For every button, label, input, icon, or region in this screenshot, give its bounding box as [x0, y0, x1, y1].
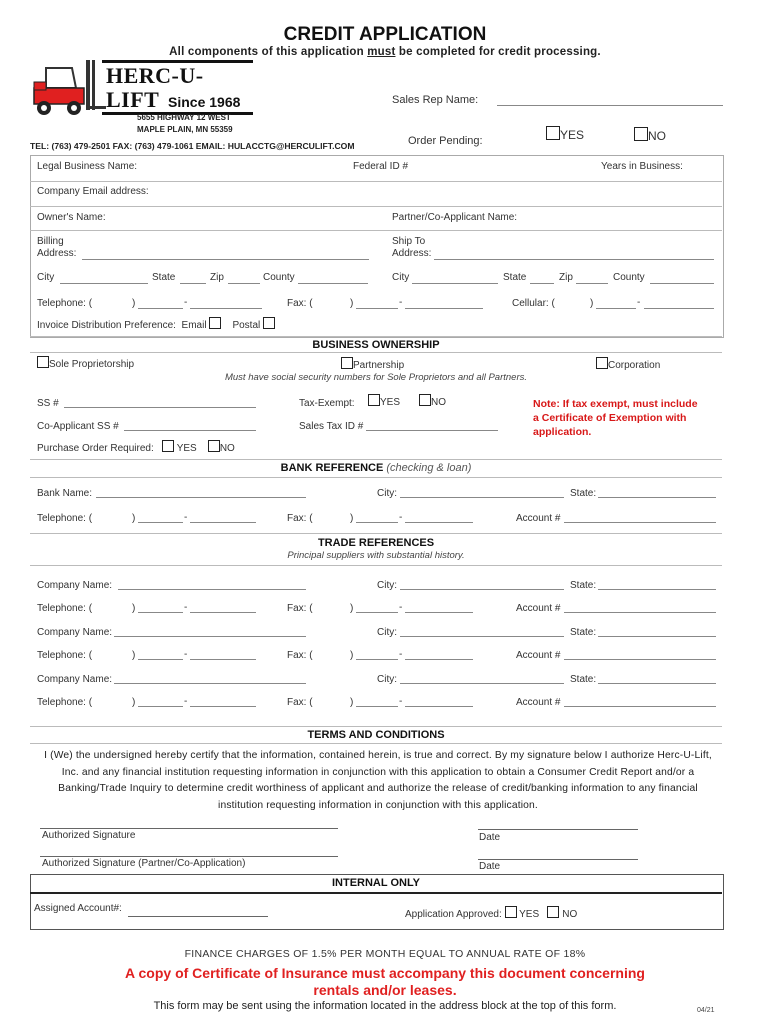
- trade1-fax-field-b[interactable]: [405, 612, 473, 613]
- ship-address-label: [392, 236, 431, 260]
- ss-label: SS #: [37, 398, 59, 409]
- trade3-account-field[interactable]: [564, 706, 716, 707]
- insurance-notice: [0, 965, 770, 999]
- app-approved-no-checkbox[interactable]: [547, 906, 559, 918]
- terms-body: I (We) the undersigned hereby certify that the information, contained herein, is true and correct. By my signature below I authorize Herc-U-Lift, Inc. and any financial institution requesting information in conjunction with this application to obtain a Consumer Credit Report and/or a Banking/Trade Inquiry to determine credit worthiness of applicant and authorize the release of credit/banking information to any financial institution requesting information in conjunction with this application.: [44, 750, 712, 811]
- trade3-fax-paren: ): [350, 697, 354, 708]
- company-email-label: Company Email address:: [37, 186, 149, 197]
- trade1-city-label: City:: [377, 580, 397, 591]
- bank-telephone-field-b[interactable]: [190, 522, 256, 523]
- sales-rep-label: Sales Rep Name:: [392, 94, 479, 106]
- trade2-telephone-field-a[interactable]: [138, 659, 183, 660]
- company-logo: [28, 58, 253, 120]
- ship-county-field[interactable]: [650, 283, 714, 284]
- bank-state-field[interactable]: [598, 497, 716, 498]
- invoice-postal-label: Postal: [232, 320, 261, 331]
- date-field-2[interactable]: [478, 859, 638, 860]
- billing-city-field[interactable]: [60, 283, 148, 284]
- assigned-account-field[interactable]: [128, 916, 268, 917]
- billing-city-label: City: [37, 272, 55, 283]
- trade2-telephone-field-b[interactable]: [190, 659, 256, 660]
- send-instructions: This form may be sent using the information located in the address block at the top of this form.: [153, 1000, 617, 1012]
- invoice-preference: [37, 317, 275, 331]
- finance-charges: FINANCE CHARGES OF 1.5% PER MONTH EQUAL TO ANNUAL RATE OF 18%: [184, 948, 586, 960]
- trade3-company-field[interactable]: [114, 683, 306, 684]
- order-pending-label: Order Pending:: [408, 135, 483, 147]
- cellular-dash: -: [637, 297, 641, 308]
- corporation-label: Corporation: [608, 360, 661, 371]
- date-label-2: Date: [479, 861, 501, 872]
- co-ss-field[interactable]: [124, 430, 256, 431]
- po-yes-label: YES: [176, 443, 197, 454]
- trade2-company-field[interactable]: [114, 636, 306, 637]
- bank-fax-dash: -: [399, 512, 403, 523]
- ship-city-field[interactable]: [412, 283, 498, 284]
- telephone-field-a[interactable]: [138, 308, 183, 309]
- logo-since: Since 1968: [168, 94, 241, 110]
- ship-county-label: County: [613, 272, 645, 283]
- legal-name-label: Legal Business Name:: [37, 161, 138, 172]
- trade2-state-field[interactable]: [598, 636, 716, 637]
- po-yes-checkbox[interactable]: [162, 440, 174, 452]
- trade2-fax-label: Fax: (: [287, 650, 313, 661]
- bank-account-label: Account #: [516, 513, 561, 524]
- bank-name-label: Bank Name:: [37, 488, 93, 499]
- sales-tax-field[interactable]: [366, 430, 498, 431]
- cellular-field-a[interactable]: [596, 308, 636, 309]
- tax-exempt-yes-checkbox[interactable]: [368, 394, 380, 406]
- billing-address-field[interactable]: [82, 259, 369, 260]
- date-field-1[interactable]: [478, 829, 638, 830]
- bank-city-field[interactable]: [400, 497, 564, 498]
- po-no-label: NO: [219, 443, 235, 454]
- telephone-dash: -: [184, 297, 188, 308]
- corporation-option[interactable]: [596, 357, 660, 371]
- fax-field-a[interactable]: [356, 308, 398, 309]
- app-approved-yes-checkbox[interactable]: [505, 906, 517, 918]
- billing-address-label: [37, 236, 76, 260]
- ship-label-2: Address:: [392, 248, 432, 259]
- bank-tel-paren: ): [132, 513, 136, 524]
- company-contact: TEL: (763) 479-2501 FAX: (763) 479-1061 EMAIL: HULACCTG@HERCULIFT.COM: [30, 141, 355, 151]
- invoice-email-label: Email: [181, 320, 207, 331]
- ship-city-label: City: [392, 272, 410, 283]
- page-subtitle: [0, 46, 770, 58]
- billing-label-2: Address:: [37, 248, 77, 259]
- bank-state-label: State:: [570, 488, 597, 499]
- billing-zip-label: Zip: [210, 272, 224, 283]
- trade3-city-field[interactable]: [400, 683, 564, 684]
- bank-heading: [30, 462, 722, 474]
- trade1-company-label: Company Name:: [37, 580, 113, 591]
- telephone-field-b[interactable]: [190, 308, 262, 309]
- bank-name-field[interactable]: [96, 497, 306, 498]
- cellular-paren: ): [590, 298, 594, 309]
- billing-zip-field[interactable]: [228, 283, 260, 284]
- trade3-telephone-field-a[interactable]: [138, 706, 183, 707]
- po-required-label: Purchase Order Required:: [37, 443, 154, 454]
- bank-telephone-field-a[interactable]: [138, 522, 183, 523]
- trade2-state-label: State:: [570, 627, 597, 638]
- ship-address-field[interactable]: [434, 259, 714, 260]
- trade2-telephone-label: Telephone: (: [37, 650, 93, 661]
- bank-telephone-label: Telephone: (: [37, 513, 93, 524]
- order-pending-no-checkbox[interactable]: [634, 127, 648, 141]
- app-approved-no-label: NO: [562, 909, 578, 920]
- fax-field-b[interactable]: [405, 308, 483, 309]
- trade3-tel-paren: ): [132, 697, 136, 708]
- cellular-field-b[interactable]: [644, 308, 714, 309]
- invoice-email-checkbox[interactable]: [209, 317, 221, 329]
- fax-label: Fax: (: [287, 298, 313, 309]
- address-line-2: MAPLE PLAIN, MN 55359: [137, 125, 233, 134]
- tax-exempt-note: Note: If tax exempt, must include a Certificate of Exemption with application.: [533, 398, 698, 438]
- ssn-note: Must have social security numbers for Sole Proprietors and all Partners.: [224, 372, 528, 383]
- invoice-label: Invoice Distribution Preference:: [37, 320, 176, 331]
- trade1-company-field[interactable]: [118, 589, 306, 590]
- trade2-city-field[interactable]: [400, 636, 564, 637]
- bank-fax-label: Fax: (: [287, 513, 313, 524]
- trade1-state-label: State:: [570, 580, 597, 591]
- trade1-state-field[interactable]: [598, 589, 716, 590]
- trade3-fax-dash: -: [399, 696, 403, 707]
- co-ss-label: Co-Applicant SS #: [37, 421, 119, 432]
- trade1-telephone-field-a[interactable]: [138, 612, 183, 613]
- trade1-telephone-label: Telephone: (: [37, 603, 93, 614]
- federal-id-label: Federal ID #: [353, 161, 409, 172]
- invoice-postal-checkbox[interactable]: [263, 317, 275, 329]
- trade2-fax-field-a[interactable]: [356, 659, 398, 660]
- date-label-1: Date: [479, 832, 501, 843]
- trade2-company-label: Company Name:: [37, 627, 113, 638]
- address-line-1: 5655 HIGHWAY 12 WEST: [137, 113, 231, 122]
- signature-label: Authorized Signature: [42, 830, 136, 841]
- trade3-company-label: Company Name:: [37, 674, 113, 685]
- bank-fax-paren: ): [350, 513, 354, 524]
- logo-wordmark: HERC-U-LIFT: [102, 60, 253, 115]
- ship-state-label: State: [503, 272, 527, 283]
- trade2-fax-paren: ): [350, 650, 354, 661]
- trade3-account-label: Account #: [516, 697, 561, 708]
- billing-county-label: County: [263, 272, 295, 283]
- sole-prop-option[interactable]: [37, 356, 134, 370]
- trade1-fax-field-a[interactable]: [356, 612, 398, 613]
- tax-exempt-yes-label: YES: [380, 397, 401, 408]
- form-version: 04/21: [697, 1007, 715, 1014]
- insurance-line-1: A copy of Certificate of Insurance must accompany this document concerning: [125, 965, 645, 981]
- trade3-fax-label: Fax: (: [287, 697, 313, 708]
- page-title: CREDIT APPLICATION: [283, 24, 487, 45]
- sales-tax-label: Sales Tax ID #: [299, 421, 364, 432]
- trade1-account-label: Account #: [516, 603, 561, 614]
- telephone-label: Telephone: (: [37, 298, 93, 309]
- billing-label-1: Billing: [37, 236, 64, 247]
- bank-heading-title: BANK REFERENCE: [280, 462, 384, 474]
- applicant-box: [30, 155, 724, 338]
- trade3-tel-dash: -: [184, 696, 188, 707]
- insurance-line-2: rentals and/or leases.: [313, 982, 457, 998]
- bank-heading-note: (checking & loan): [386, 462, 472, 474]
- bank-fax-field-b[interactable]: [405, 522, 473, 523]
- tax-exempt-no[interactable]: [419, 394, 446, 408]
- trade1-city-field[interactable]: [400, 589, 564, 590]
- app-approved-yes-label: YES: [519, 909, 540, 920]
- cellular-label: Cellular: (: [512, 298, 555, 309]
- trade1-tel-dash: -: [184, 602, 188, 613]
- ship-label-1: Ship To: [392, 236, 426, 247]
- assigned-account-label: Assigned Account#:: [34, 903, 122, 914]
- tax-exempt-yes[interactable]: [368, 394, 400, 408]
- partnership-option[interactable]: [341, 357, 404, 371]
- order-pending-yes-checkbox[interactable]: [546, 126, 560, 140]
- order-pending-yes-label: YES: [560, 128, 585, 142]
- trade3-fax-field-a[interactable]: [356, 706, 398, 707]
- sole-prop-checkbox[interactable]: [37, 356, 49, 368]
- fax-paren: ): [350, 298, 354, 309]
- subtitle-post: be completed for credit processing.: [395, 46, 601, 58]
- subtitle-pre: All components of this application: [169, 46, 368, 58]
- order-pending-yes[interactable]: [546, 126, 584, 142]
- app-approved-label: Application Approved:: [405, 909, 502, 920]
- bank-account-field[interactable]: [564, 522, 716, 523]
- company-address: [137, 112, 233, 136]
- trade3-telephone-label: Telephone: (: [37, 697, 93, 708]
- billing-county-field[interactable]: [298, 283, 368, 284]
- ss-field[interactable]: [64, 407, 256, 408]
- bank-fax-field-a[interactable]: [356, 522, 398, 523]
- trade-heading: TRADE REFERENCES: [317, 537, 435, 549]
- trade2-tel-dash: -: [184, 649, 188, 660]
- billing-state-field[interactable]: [180, 283, 206, 284]
- trade2-fax-dash: -: [399, 649, 403, 660]
- trade3-city-label: City:: [377, 674, 397, 685]
- partner-name-label: Partner/Co-Applicant Name:: [392, 212, 518, 223]
- order-pending-no-label: NO: [648, 129, 666, 143]
- bank-city-label: City:: [377, 488, 397, 499]
- signature-field[interactable]: [40, 828, 338, 829]
- subtitle-must: must: [367, 46, 396, 58]
- ship-state-field[interactable]: [530, 283, 554, 284]
- tax-exempt-no-checkbox[interactable]: [419, 394, 431, 406]
- sole-prop-label: Sole Proprietorship: [49, 359, 135, 370]
- order-pending-no[interactable]: [634, 127, 666, 143]
- trade1-fax-paren: ): [350, 603, 354, 614]
- ownership-heading: BUSINESS OWNERSHIP: [312, 339, 440, 351]
- co-signature-field[interactable]: [40, 856, 338, 857]
- partnership-checkbox[interactable]: [341, 357, 353, 369]
- telephone-paren: ): [132, 298, 136, 309]
- billing-state-label: State: [152, 272, 176, 283]
- owner-name-label: Owner's Name:: [37, 212, 106, 223]
- trade2-city-label: City:: [377, 627, 397, 638]
- ship-zip-field[interactable]: [576, 283, 608, 284]
- fax-dash: -: [399, 297, 403, 308]
- tax-exempt-no-label: NO: [431, 397, 446, 408]
- po-no-checkbox[interactable]: [208, 440, 220, 452]
- years-label: Years in Business:: [601, 161, 683, 172]
- partnership-label: Partnership: [353, 360, 405, 371]
- trade-note: Principal suppliers with substantial history.: [287, 550, 465, 561]
- trade2-tel-paren: ): [132, 650, 136, 661]
- trade1-telephone-field-b[interactable]: [190, 612, 256, 613]
- trade1-tel-paren: ): [132, 603, 136, 614]
- po-required: [37, 440, 235, 454]
- trade2-account-field[interactable]: [564, 659, 716, 660]
- trade1-fax-dash: -: [399, 602, 403, 613]
- app-approved: [405, 906, 577, 920]
- trade3-telephone-field-b[interactable]: [190, 706, 256, 707]
- terms-heading: TERMS AND CONDITIONS: [307, 729, 445, 741]
- trade3-state-field[interactable]: [598, 683, 716, 684]
- bank-tel-dash: -: [184, 512, 188, 523]
- corporation-checkbox[interactable]: [596, 357, 608, 369]
- trade2-account-label: Account #: [516, 650, 561, 661]
- co-signature-label: Authorized Signature (Partner/Co-Application): [42, 858, 246, 869]
- sales-rep-field[interactable]: [497, 105, 723, 106]
- trade1-fax-label: Fax: (: [287, 603, 313, 614]
- trade3-fax-field-b[interactable]: [405, 706, 473, 707]
- trade2-fax-field-b[interactable]: [405, 659, 473, 660]
- ship-zip-label: Zip: [559, 272, 573, 283]
- trade1-account-field[interactable]: [564, 612, 716, 613]
- forklift-icon: [28, 58, 108, 120]
- internal-heading: INTERNAL ONLY: [331, 877, 420, 889]
- tax-exempt-label: Tax-Exempt:: [299, 398, 355, 409]
- trade3-state-label: State:: [570, 674, 597, 685]
